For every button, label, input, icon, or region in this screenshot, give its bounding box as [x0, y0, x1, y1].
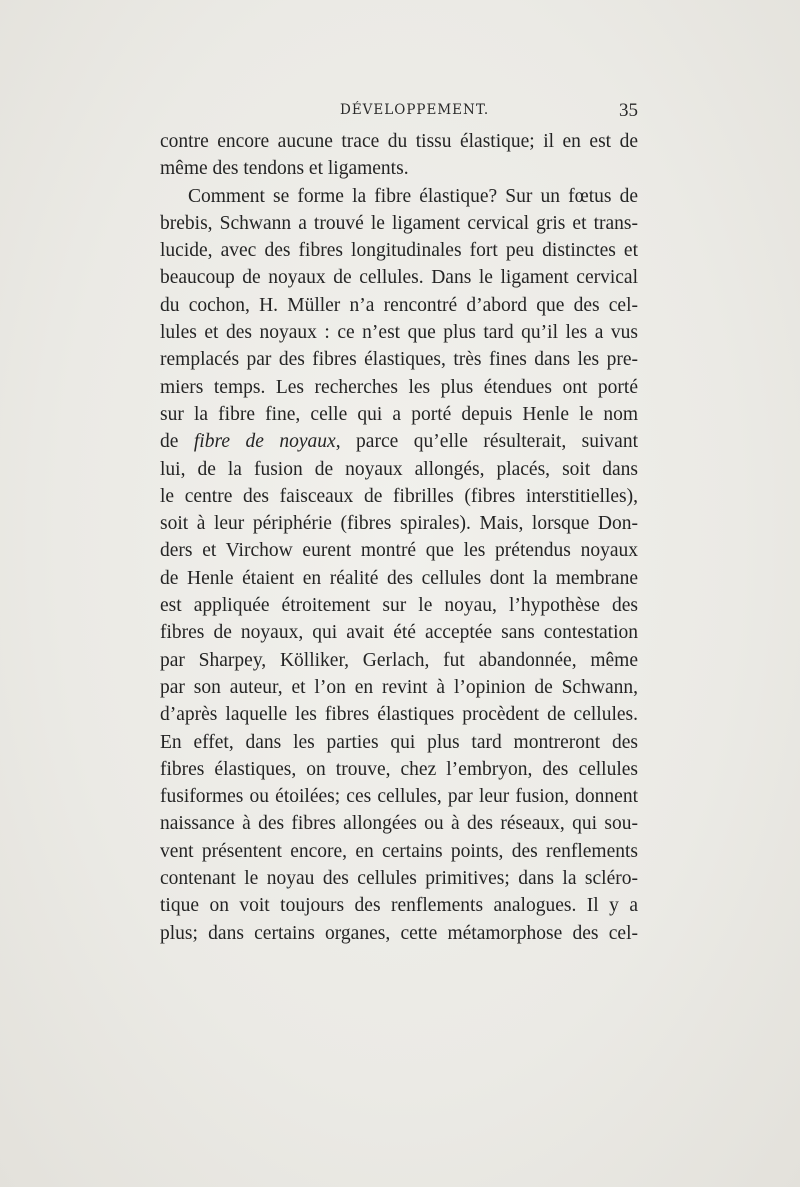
text-line: fibres élastiques, on trouve, chez l’embryon, des cellules [160, 758, 638, 780]
text-line: lules et des noyaux : ce n’est que plus tard qu’il les a vus [160, 322, 638, 344]
text-line: est appliquée étroitement sur le noyau, l’hypothèse des [160, 595, 638, 617]
text-line: fusiformes ou étoilées; ces cellules, par leur fusion, donnent [160, 786, 638, 808]
text-line: brebis, Schwann a trouvé le ligament cervical gris et trans- [160, 212, 638, 234]
text-line: Comment se forme la fibre élastique? Sur un fœtus de [188, 185, 638, 207]
text-line: plus; dans certains organes, cette métamorphose des cel- [160, 922, 638, 944]
page-number: 35 [619, 100, 638, 121]
text-line: par son auteur, et l’on en revint à l’opinion de Schwann, [160, 676, 638, 698]
text-line: de Henle étaient en réalité des cellules dont la membrane [160, 567, 638, 589]
text-line: naissance à des fibres allongées ou à des réseaux, qui sou- [160, 813, 638, 835]
text-segment: , parce qu’elle résulterait, suivant [335, 431, 639, 453]
text-line: fibres de noyaux, qui avait été acceptée sans contestation [160, 622, 638, 644]
text-line: contenant le noyau des cellules primitives; dans la scléro- [160, 868, 638, 890]
text-line [160, 428, 638, 455]
running-head [160, 100, 638, 126]
text-line: tique on voit toujours des renflements analogues. Il y a [160, 895, 638, 917]
text-line: par Sharpey, Kölliker, Gerlach, fut abandonnée, même [160, 649, 638, 671]
text-line: lui, de la fusion de noyaux allongés, placés, soit dans [160, 458, 638, 480]
text-line: lucide, avec des fibres longitudinales fort peu distinctes et [160, 240, 638, 262]
text-line: remplacés par des fibres élastiques, très fines dans les pre- [160, 349, 638, 371]
text-line: En effet, dans les parties qui plus tard montreront des [160, 731, 638, 753]
text-segment: de [160, 431, 194, 453]
text-line: même des tendons et ligaments. [160, 158, 409, 180]
body-text [160, 128, 638, 947]
text-line: ders et Virchow eurent montré que les prétendus noyaux [160, 540, 638, 562]
text-line: miers temps. Les recherches les plus étendues ont porté [160, 376, 638, 398]
text-line: du cochon, H. Müller n’a rencontré d’abord que des cel- [160, 294, 638, 316]
italic-term: fibre de noyaux [193, 431, 336, 453]
text-line: contre encore aucune trace du tissu élastique; il en est de [160, 131, 638, 152]
running-title: DÉVELOPPEMENT. [340, 102, 490, 118]
text-line: soit à leur périphérie (fibres spirales). Mais, lorsque Don- [160, 513, 638, 535]
text-line: sur la fibre fine, celle qui a porté depuis Henle le nom [160, 403, 638, 425]
text-line: beaucoup de noyaux de cellules. Dans le ligament cervical [160, 267, 638, 289]
text-line: d’après laquelle les fibres élastiques procèdent de cellules. [160, 704, 638, 726]
text-line: le centre des faisceaux de fibrilles (fibres interstitielles), [160, 485, 638, 507]
text-line: vent présentent encore, en certains points, des renflements [160, 840, 638, 862]
